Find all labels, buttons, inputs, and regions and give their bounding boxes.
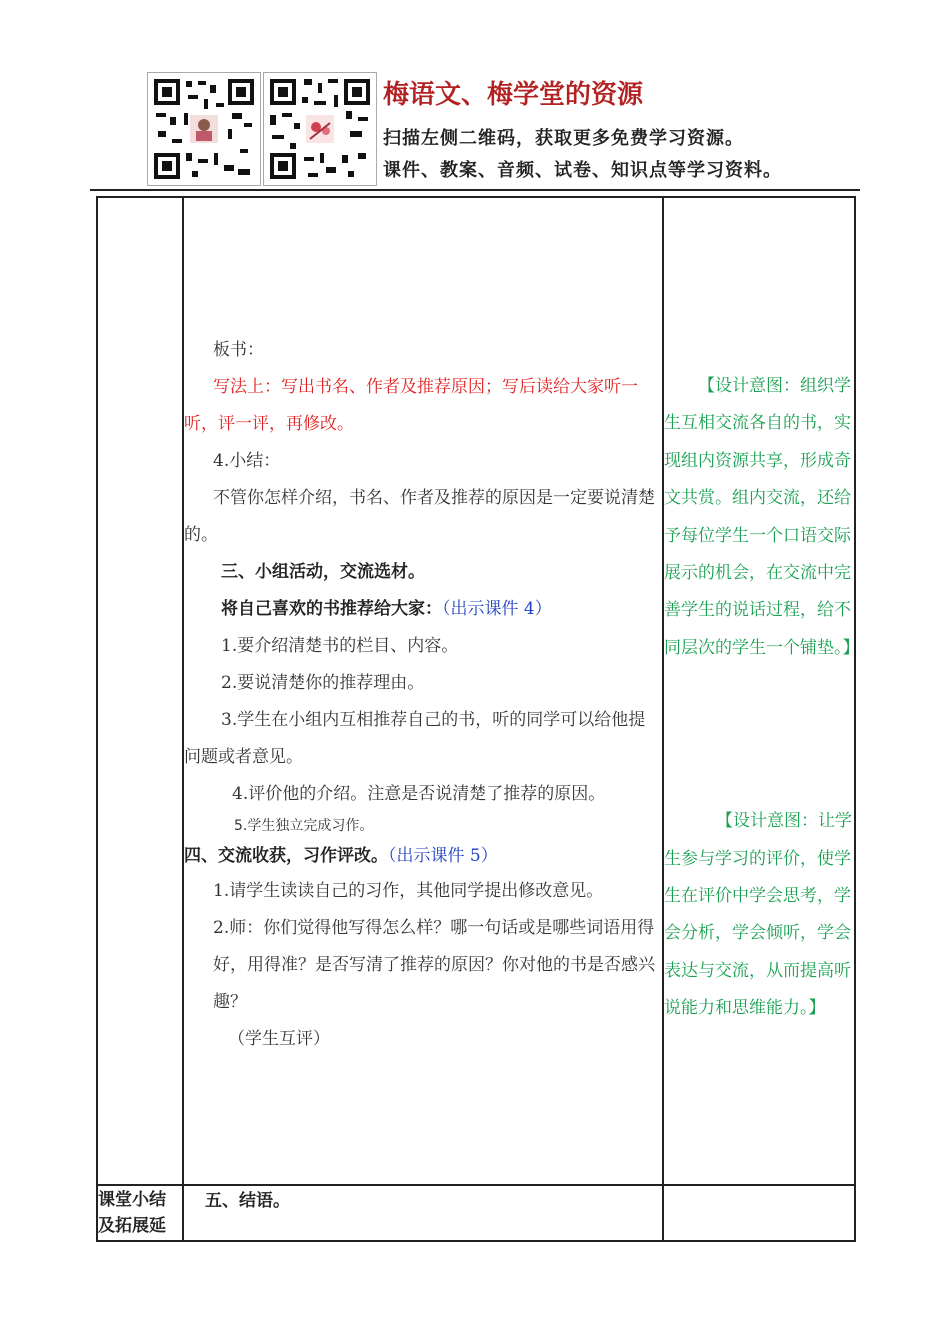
section-4-line [184,839,662,873]
writing-method: 写法上：写出书名、作者及推荐原因；写后读给大家听一听，评一评，再修改。 [184,377,638,434]
peer-review-note: （学生互评） [228,1029,330,1049]
list-item: 1.要介绍清楚书的栏目、内容。 [221,636,459,656]
qr-code-left-icon [148,73,260,185]
empty-cell [663,1185,855,1241]
list-item: 2.要说清楚你的推荐理由。 [221,673,425,693]
table-row [97,197,855,1185]
teaching-content-cell [183,197,663,1185]
section-4-heading: 四、交流收获，习作评改。 [184,846,388,866]
row-label-summary: 课堂小结及拓展延 [98,1190,166,1236]
brand-title: 梅语文、梅学堂的资源 [383,80,644,110]
section-5-heading: 五、结语。 [205,1191,290,1211]
section-3-heading: 三、小组活动，交流选材。 [221,562,425,582]
qr-code-right-icon [264,73,376,185]
courseware-4-link[interactable]: （出示课件 4） [442,599,552,619]
list-item: 5.学生独立完成习作。 [234,818,374,834]
list-item: 3.学生在小组内互相推荐自己的书，听的同学可以给他提问题或者意见。 [184,710,646,767]
list-item: 1.请学生读读自己的习作，其他同学提出修改意见。 [213,881,604,901]
table-row [97,1185,855,1241]
lesson-table [96,196,860,1242]
courseware-5-link[interactable]: （出示课件 5） [388,846,498,866]
header-rule [90,189,860,191]
page-header [147,72,867,190]
brand-line-scan: 扫描左侧二维码，获取更多免费学习资源。 [383,128,744,149]
design-note-2: 【设计意图：让学生参与学习的评价，使学生在评价中学会思考，学会分析，学会倾听，学会表达与交流，从而提高听说能力和思维能力。】 [664,811,852,1019]
summary-heading: 4.小结： [213,451,281,471]
conclusion-cell [183,1185,663,1241]
row-label-cell [97,1185,183,1241]
recommend-lead: 将自己喜欢的书推荐给大家： [221,599,442,619]
qr-code-left[interactable] [147,72,261,186]
list-item: 4.评价他的介绍。注意是否说清楚了推荐的原因。 [232,784,606,804]
summary-text: 不管你怎样介绍，书名、作者及推荐的原因是一定要说清楚的。 [184,488,655,545]
board-label: 板书： [213,340,264,360]
design-note-1: 【设计意图：组织学生互相交流各自的书，实现组内资源共享，形成奇文共赏。组内交流，还给予每位学生一个口语交际展示的机会，在交流中完善学生的说话过程，给不同层次的学生一个铺垫。】 [664,376,860,658]
design-intent-cell [663,197,860,1185]
list-item: 2.师：你们觉得他写得怎么样？哪一句话或是哪些词语用得好，用得准？是否写清了推荐的原因？你对他的书是否感兴趣？ [213,918,655,1012]
qr-code-right[interactable] [263,72,377,186]
row-label-cell [97,197,183,1185]
recommend-line [184,591,662,628]
brand-line-materials: 课件、教案、音频、试卷、知识点等学习资料。 [383,160,782,181]
